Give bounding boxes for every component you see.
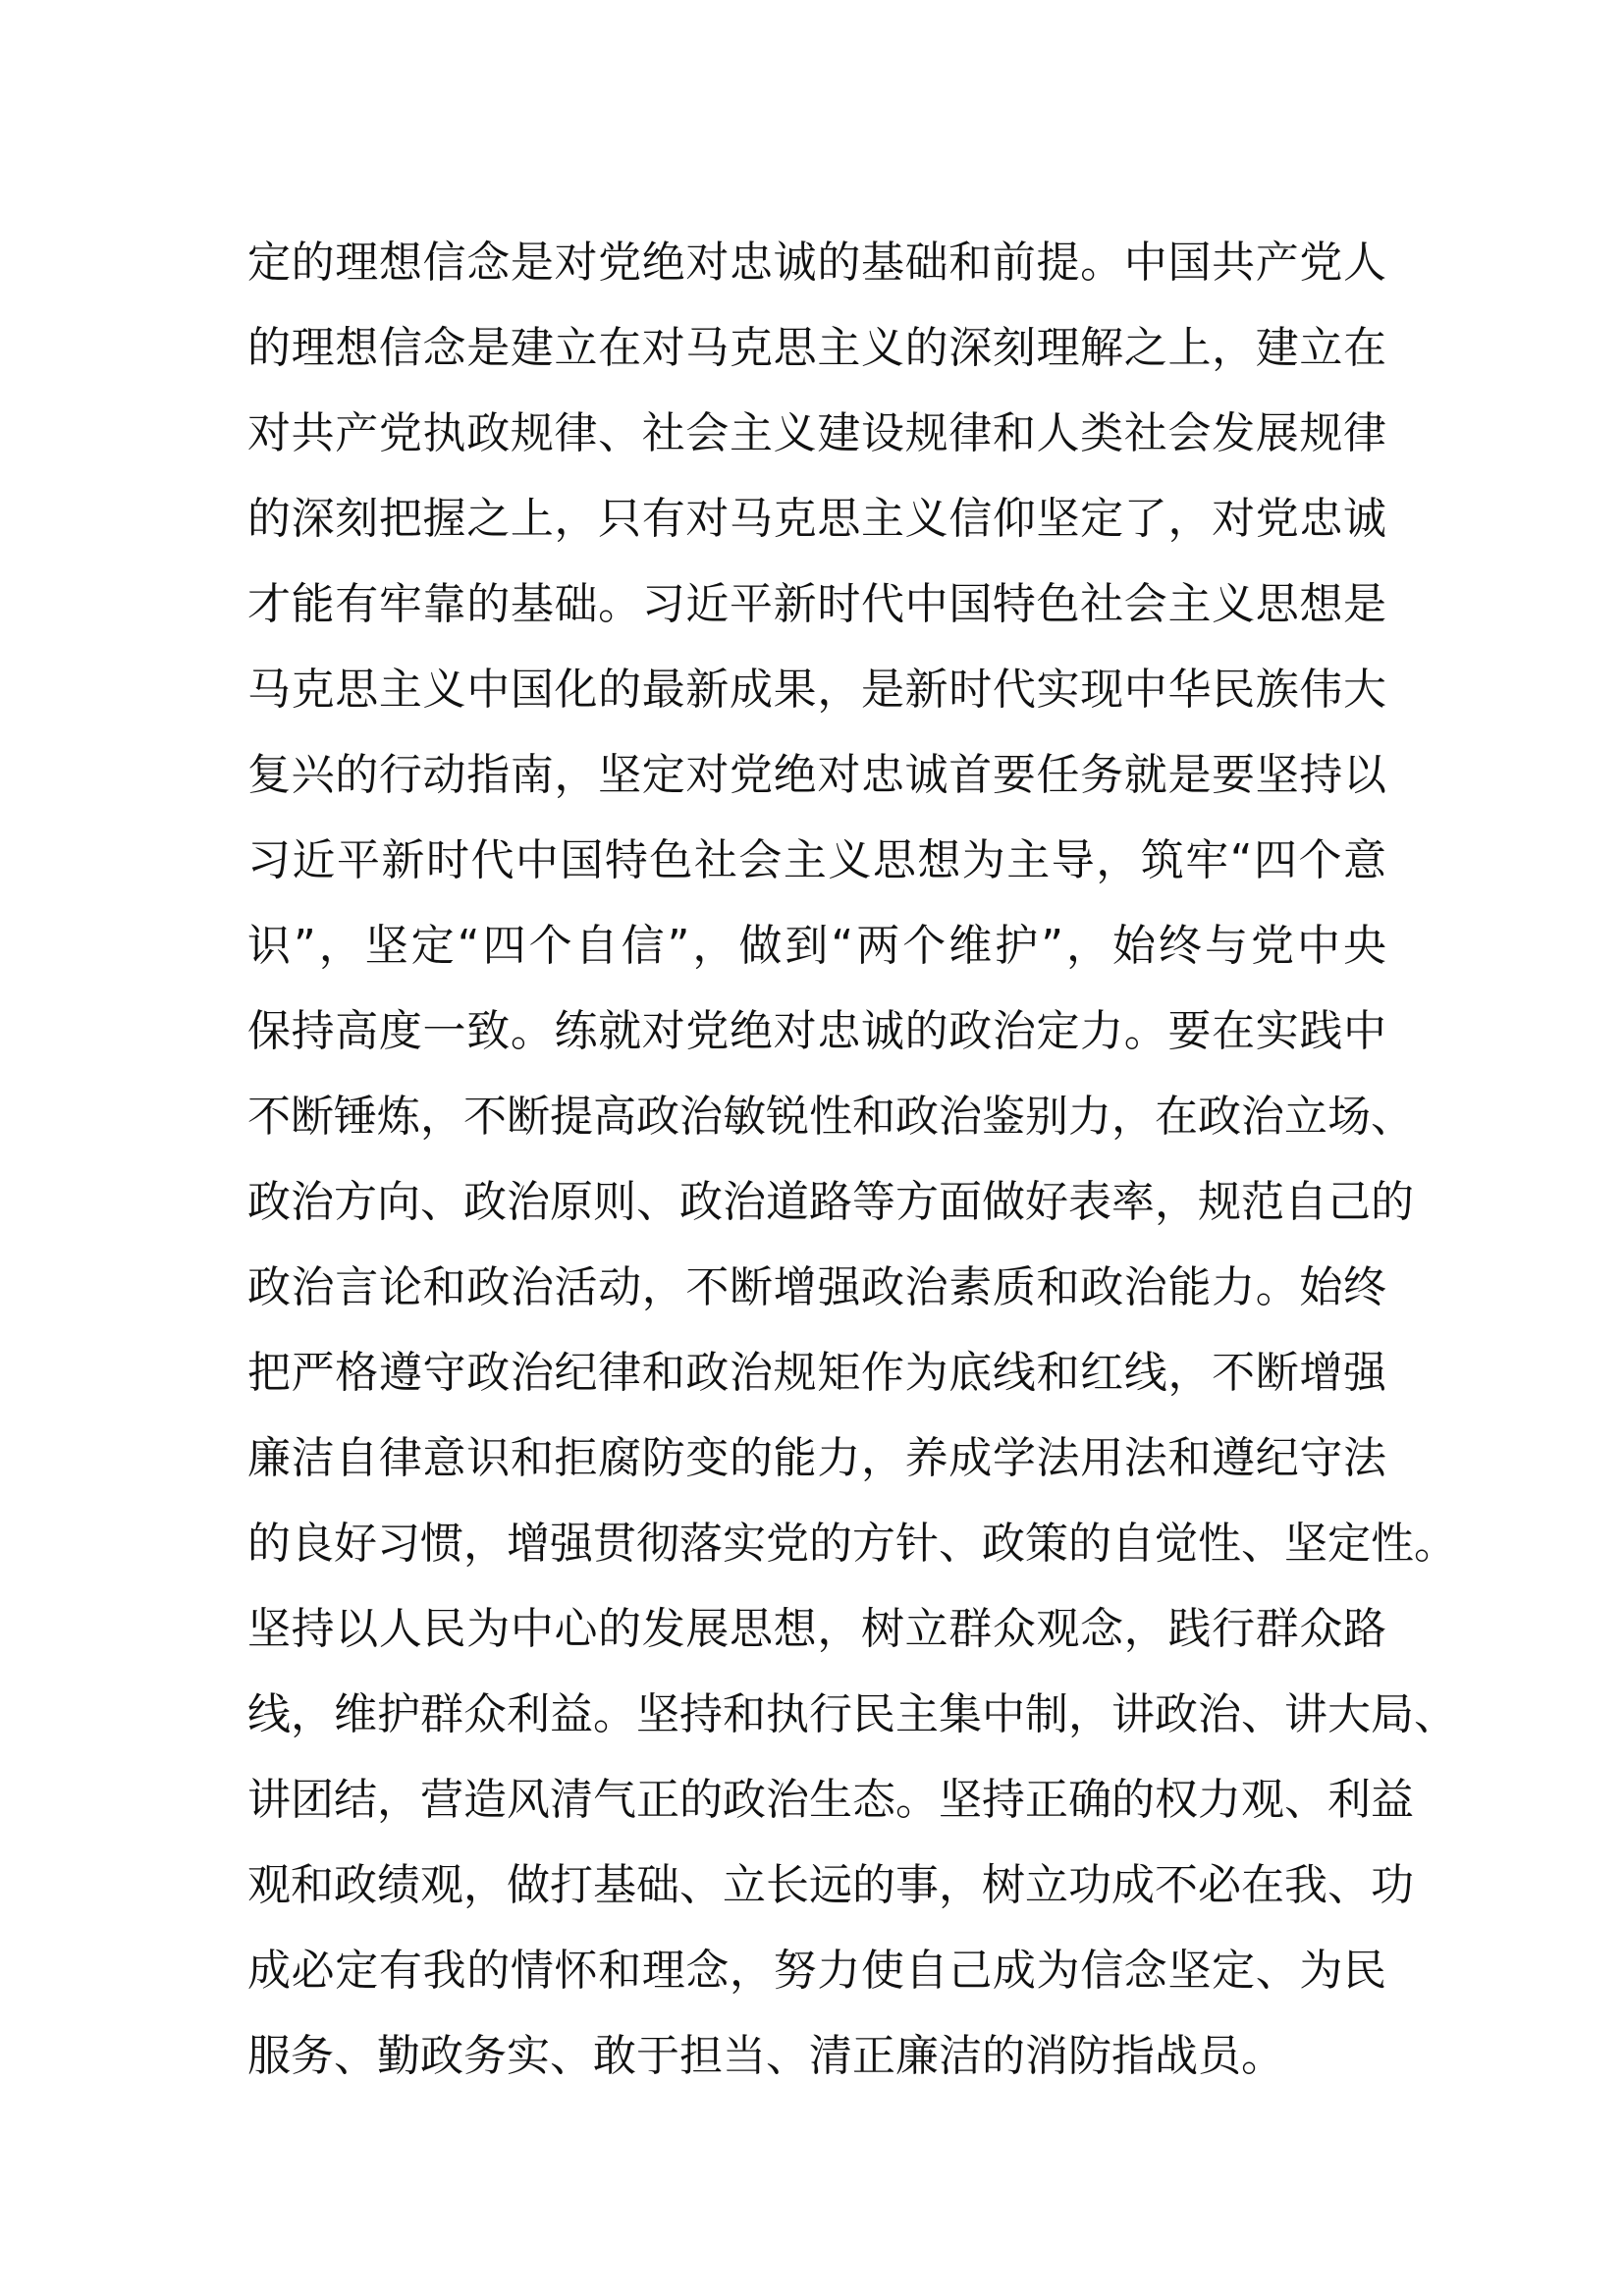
text-line: 服务、勤政务实、敢于担当、清正廉洁的消防指战员。 [247, 2031, 1284, 2081]
text-line: 不断锤炼，不断提高政治敏锐性和政治鉴别力，在政治立场、 [247, 1092, 1414, 1142]
text-line: 习近平新时代中国特色社会主义思想为主导，筑牢“四个意 [247, 835, 1386, 885]
text-line: 政治言论和政治活动，不断增强政治素质和政治能力。始终 [247, 1262, 1386, 1312]
text-line: 政治方向、政治原则、政治道路等方面做好表率，规范自己的 [247, 1177, 1414, 1227]
text-line: 廉洁自律意识和拒腐防变的能力，养成学法用法和遵纪守法 [247, 1433, 1386, 1483]
text-line: 线，维护群众利益。坚持和执行民主集中制，讲政治、讲大局、 [247, 1689, 1457, 1739]
text-line: 的良好习惯，增强贯彻落实党的方针、政策的自觉性、坚定性。 [247, 1519, 1457, 1569]
text-line: 观和政绩观，做打基础、立长远的事，树立功成不必在我、功 [247, 1860, 1414, 1910]
text-line: 的理想信念是建立在对马克思主义的深刻理解之上，建立在 [247, 323, 1386, 373]
text-line: 坚持以人民为中心的发展思想，树立群众观念，践行群众路 [247, 1604, 1386, 1654]
text-line: 才能有牢靠的基础。习近平新时代中国特色社会主义思想是 [247, 579, 1386, 629]
document-body [247, 232, 1457, 2110]
text-line: 识”，坚定“四个自信”，做到“两个维护”，始终与党中央 [247, 921, 1386, 971]
text-line: 马克思主义中国化的最新成果，是新时代实现中华民族伟大 [247, 665, 1386, 715]
text-line: 复兴的行动指南，坚定对党绝对忠诚首要任务就是要坚持以 [247, 750, 1386, 800]
text-line: 的深刻把握之上，只有对马克思主义信仰坚定了，对党忠诚 [247, 494, 1386, 544]
text-line: 定的理想信念是对党绝对忠诚的基础和前提。中国共产党人 [247, 238, 1386, 288]
text-line: 保持高度一致。练就对党绝对忠诚的政治定力。要在实践中 [247, 1006, 1386, 1056]
text-line: 对共产党执政规律、社会主义建设规律和人类社会发展规律 [247, 408, 1386, 458]
text-line: 成必定有我的情怀和理念，努力使自己成为信念坚定、为民 [247, 1946, 1386, 1996]
text-line: 把严格遵守政治纪律和政治规矩作为底线和红线，不断增强 [247, 1348, 1386, 1398]
text-line: 讲团结，营造风清气正的政治生态。坚持正确的权力观、利益 [247, 1775, 1414, 1825]
